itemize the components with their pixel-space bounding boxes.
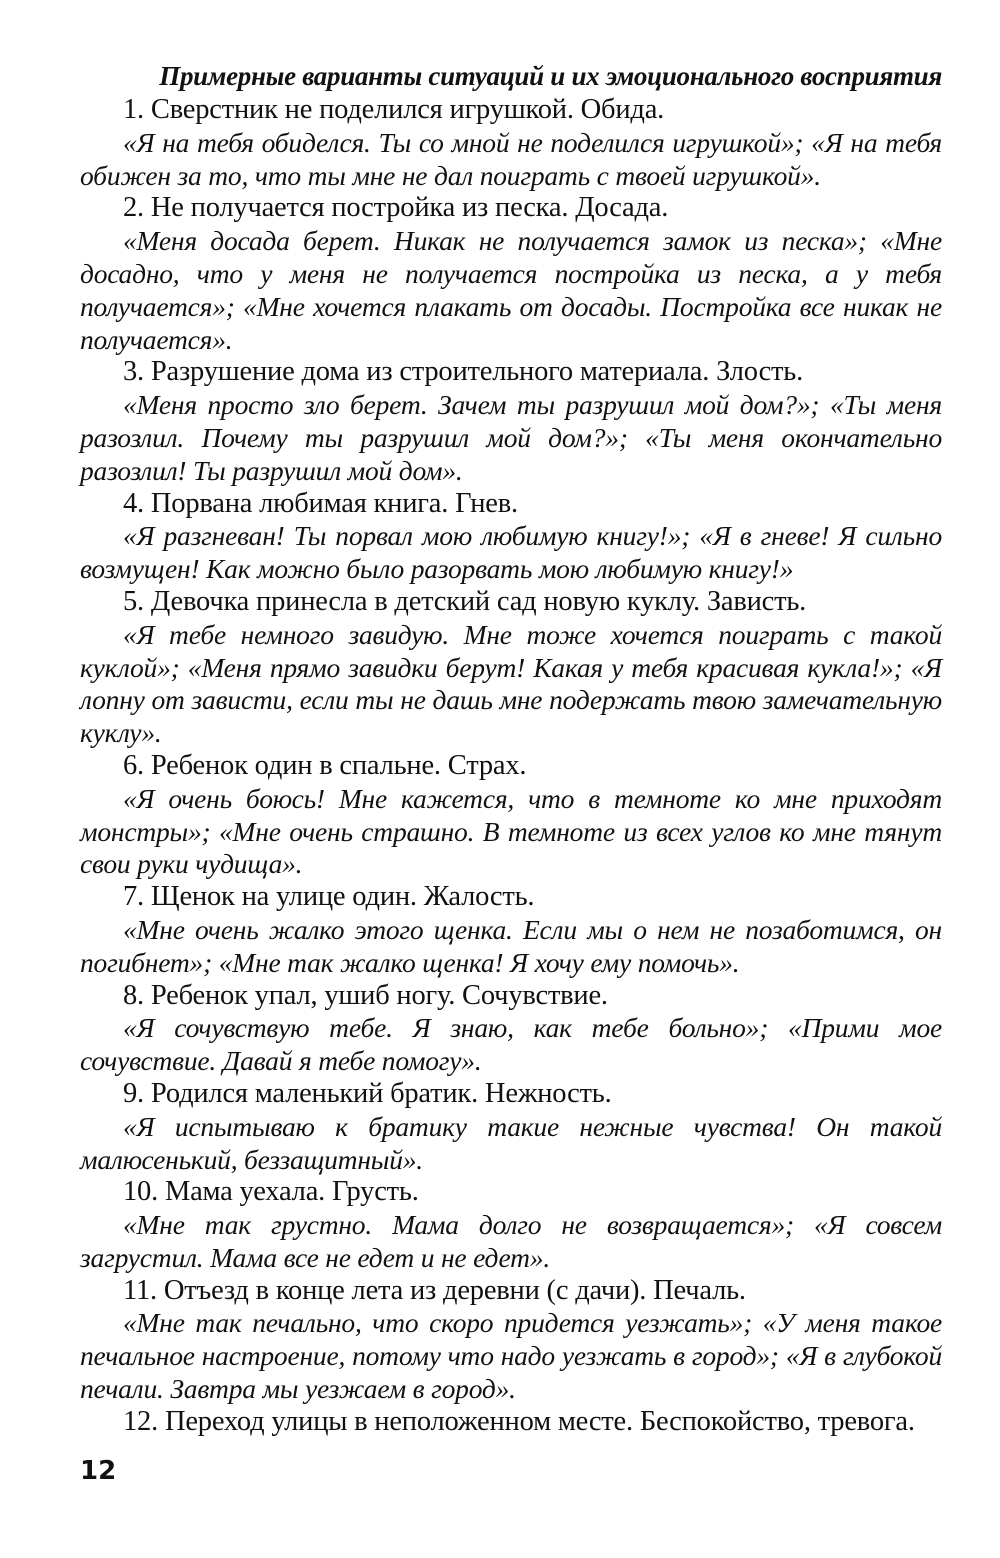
- phrases-7: «Мне очень жалко этого щенка. Если мы о нем не позаботимся, он погибнет»; «Мне так жалко щенка! Я хочу ему помочь».: [80, 913, 942, 978]
- phrases-10: «Мне так грустно. Мама долго не возвращается»; «Я совсем загрустил. Мама все не едет и не едет».: [80, 1209, 942, 1273]
- situation-7: 7. Щенок на улице один. Жалость.: [123, 881, 535, 913]
- phrases-8: «Я сочувствую тебе. Я знаю, как тебе больно»; «Прими мое сочувствие. Давай я тебе помогу».: [80, 1012, 942, 1077]
- phrases-6: «Я очень боюсь! Мне кажется, что в темноте ко мне приходят монстры»; «Мне очень страшно. В темноте из всех углов ко мне тянут свои руки чудища».: [80, 782, 942, 880]
- situation-10: 10. Мама уехала. Грусть.: [123, 1176, 419, 1208]
- page-content: [80, 58, 942, 1439]
- situation-8: 8. Ребенок упал, ушиб ногу. Сочувствие.: [123, 979, 608, 1011]
- situation-1: 1. Сверстник не поделился игрушкой. Обида.: [123, 94, 665, 125]
- phrases-3: «Меня просто зло берет. Зачем ты разрушил мой дом?»; «Ты меня разозлил. Почему ты разрушил мой дом?»; «Ты меня окончательно разозлил! Ты разрушил мой дом».: [80, 389, 942, 486]
- phrases-11: «Мне так печально, что скоро придется уезжать»; «У меня такое печальное настроение, потому что надо уезжать в город»; «Я в глубокой печали. Завтра мы уезжаем в город».: [80, 1307, 942, 1405]
- situation-3: 3. Разрушение дома из строительного материала. Злость.: [123, 356, 803, 388]
- phrases-2: «Меня досада берет. Никак не получается замок из песка»; «Мне досадно, что у меня не получается постройка из песка, а у тебя получается»; «Мне хочется плакать от досады. Постройка все никак не получается».: [80, 225, 942, 355]
- situation-12: 12. Переход улицы в неположенном месте. Беспокойство, тревога.: [123, 1405, 915, 1437]
- phrases-4: «Я разгневан! Ты порвал мою любимую книгу!»; «Я в гневе! Я сильно возмущен! Как можно было разорвать мою любимую книгу!»: [80, 520, 942, 585]
- situation-5: 5. Девочка принесла в детский сад новую куклу. Зависть.: [123, 585, 807, 617]
- phrases-5: «Я тебе немного завидую. Мне тоже хочется поиграть с такой куклой»; «Меня прямо завидки берут! Какая у тебя красивая кукла!»; «Я лопну от зависти, если ты не дашь мне подержать твою замечательную куклу».: [80, 618, 942, 749]
- situation-11: 11. Отъезд в конце лета из деревни (с дачи). Печаль.: [123, 1274, 746, 1306]
- situation-6: 6. Ребенок один в спальне. Страх.: [123, 749, 527, 781]
- page-number: 12: [80, 1456, 117, 1486]
- phrases-9: «Я испытываю к братику такие нежные чувства! Он такой малюсенький, беззащитный».: [80, 1110, 942, 1175]
- situation-2: 2. Не получается постройка из песка. Досада.: [123, 192, 669, 224]
- situation-4: 4. Порвана любимая книга. Гнев.: [123, 487, 518, 519]
- situation-9: 9. Родился маленький братик. Нежность.: [123, 1077, 612, 1109]
- page-title: Примерные варианты ситуаций и их эмоционального восприятия: [159, 61, 942, 91]
- phrases-1: «Я на тебя обиделся. Ты со мной не поделился игрушкой»; «Я на тебя обижен за то, что ты мне не дал поиграть с твоей игрушкой».: [80, 126, 942, 191]
